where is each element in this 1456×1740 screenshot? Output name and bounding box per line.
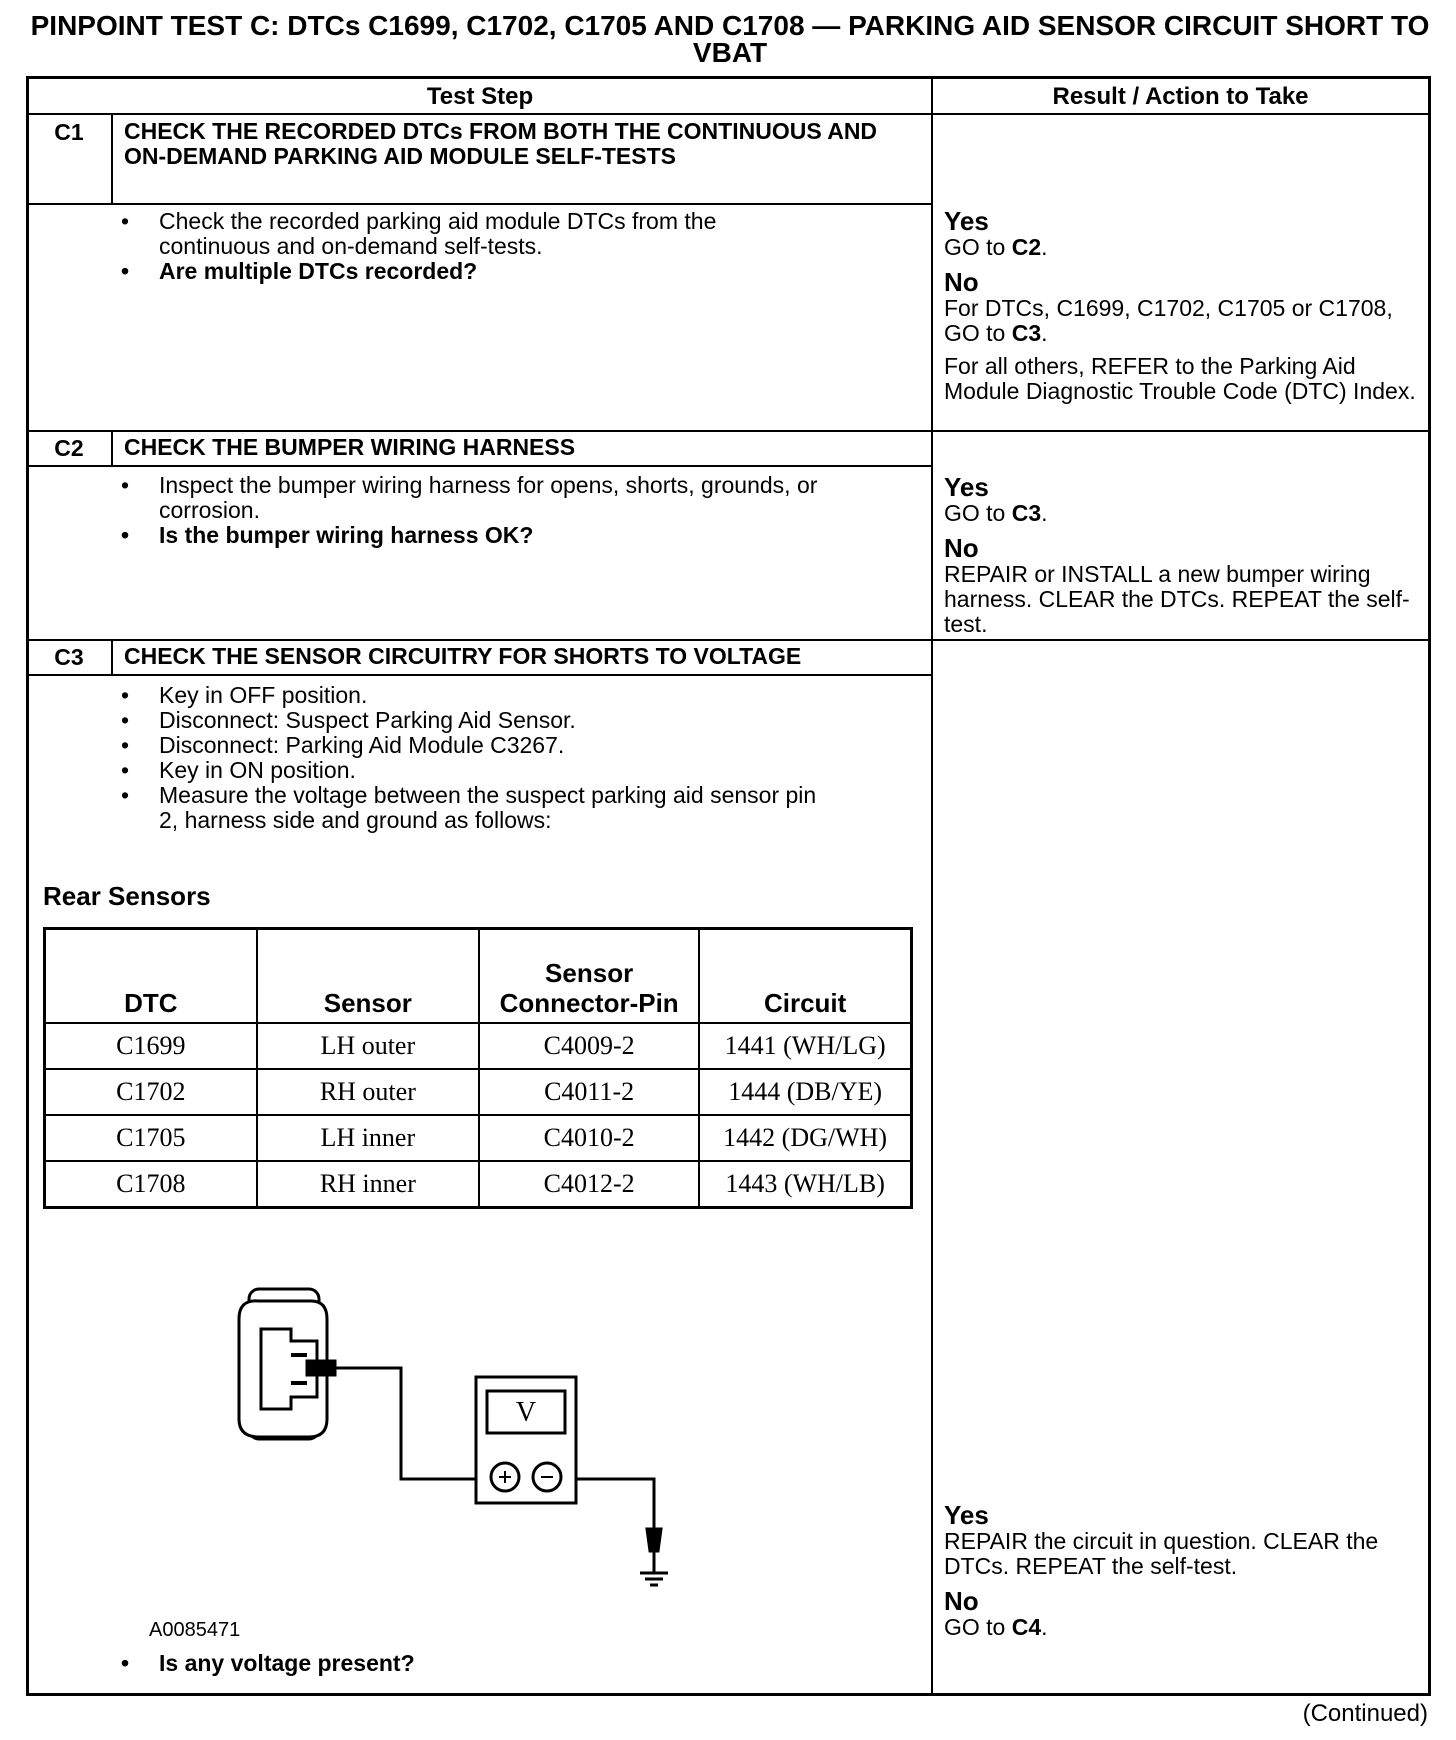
no-extra-text: For all others, REFER to the Parking Aid Module Diagnostic Trouble Code (DTC) Index. [944, 353, 1416, 404]
step-id-divider [111, 115, 113, 203]
rear-sensors-table [43, 927, 913, 1209]
bullet-item: • Key in OFF position. [121, 683, 841, 708]
cell-dtc: C1702 [45, 1069, 257, 1115]
goto-link[interactable]: C2 [1011, 234, 1042, 260]
step-title-rule [29, 465, 931, 467]
cell-circuit: 1443 (WH/LB) [699, 1161, 911, 1208]
bullet-item: • Check the recorded parking aid module DTCs from the continuous and on-demand self-tests. [121, 209, 821, 259]
column-divider [931, 79, 933, 1693]
yes-text: REPAIR the circuit in question. CLEAR the DTCs. REPEAT the self-test. [944, 1528, 1379, 1579]
step-separator [29, 639, 1428, 641]
cell-pin: C4009-2 [479, 1023, 699, 1069]
result-c3: Yes REPAIR the circuit in question. CLEAR the DTCs. REPEAT the self-test. No GO to C4. [944, 1499, 1424, 1648]
goto-link[interactable]: C3 [1011, 320, 1042, 346]
bullet-item: • Disconnect: Parking Aid Module C3267. [121, 733, 841, 758]
cell-pin: C4011-2 [479, 1069, 699, 1115]
continued-note: (Continued) [1302, 1700, 1428, 1727]
cell-dtc: C1705 [45, 1115, 257, 1161]
step-c3-bullets [121, 683, 841, 833]
bullet-item: • Inspect the bumper wiring harness for opens, shorts, grounds, or corrosion. [121, 473, 841, 523]
cell-dtc: C1699 [45, 1023, 257, 1069]
goto-link[interactable]: C4 [1011, 1614, 1042, 1640]
result-c1: Yes GO to C2. No For DTCs, C1699, C1702, C1705 or C1708, GO to C3. For all others, REFER to the Parking Aid Module Diagnostic Trouble Code (DTC) Index. [944, 205, 1424, 412]
col-dtc: DTC [45, 929, 257, 1023]
yes-text: GO to [944, 234, 1012, 260]
step-title-c2: CHECK THE BUMPER WIRING HARNESS [124, 434, 576, 460]
cell-circuit: 1442 (DG/WH) [699, 1115, 911, 1161]
table-row [45, 1069, 912, 1115]
meter-label: V [515, 1397, 537, 1428]
cell-pin: C4010-2 [479, 1115, 699, 1161]
goto-link[interactable]: C3 [1011, 500, 1042, 526]
cell-dtc: C1708 [45, 1161, 257, 1208]
bullet-item: • Key in ON position. [121, 758, 841, 783]
step-id-c1: C1 [54, 119, 84, 145]
step-c1-bullets [121, 209, 821, 284]
yes-label: Yes [944, 206, 989, 236]
yes-label: Yes [944, 1500, 989, 1530]
cell-sensor: LH inner [257, 1115, 479, 1161]
no-text: For DTCs, C1699, C1702, C1705 or C1708, GO to [944, 295, 1393, 346]
no-label: No [944, 1586, 979, 1616]
table-row [45, 1115, 912, 1161]
step-c3-question [121, 1651, 841, 1676]
step-separator [29, 430, 1428, 432]
header-rule [29, 113, 1428, 115]
cell-circuit: 1444 (DB/YE) [699, 1069, 911, 1115]
cell-circuit: 1441 (WH/LG) [699, 1023, 911, 1069]
no-label: No [944, 533, 979, 563]
no-label: No [944, 267, 979, 297]
no-text: REPAIR or INSTALL a new bumper wiring harness. CLEAR the DTCs. REPEAT the self-test. [944, 561, 1410, 637]
rear-sensors-heading: Rear Sensors [43, 881, 211, 911]
step-question: • Is any voltage present? [121, 1651, 841, 1676]
no-text: GO to [944, 1614, 1012, 1640]
step-title-c3: CHECK THE SENSOR CIRCUITRY FOR SHORTS TO VOLTAGE [124, 643, 802, 669]
voltmeter-icon [476, 1377, 576, 1503]
yes-text: GO to [944, 500, 1012, 526]
table-row [45, 1023, 912, 1069]
step-c2-bullets [121, 473, 841, 548]
col-connector-pin: Sensor Connector-Pin [479, 929, 699, 1023]
step-id-c2: C2 [54, 435, 84, 461]
step-id-divider [111, 432, 113, 466]
step-question: • Is the bumper wiring harness OK? [121, 523, 841, 548]
bullet-item: • Disconnect: Suspect Parking Aid Sensor. [121, 708, 841, 733]
bullet-item: • Measure the voltage between the suspect parking aid sensor pin 2, harness side and ground as follows: [121, 783, 841, 833]
ground-icon [640, 1529, 668, 1585]
sensor-connector-icon [239, 1289, 335, 1439]
cell-sensor: LH outer [257, 1023, 479, 1069]
table-row [45, 1161, 912, 1208]
result-c2: Yes GO to C3. No REPAIR or INSTALL a new bumper wiring harness. CLEAR the DTCs. REPEAT the self-test. [944, 471, 1424, 645]
cell-sensor: RH inner [257, 1161, 479, 1208]
voltmeter-diagram [199, 1279, 759, 1699]
page-title: PINPOINT TEST C: DTCs C1699, C1702, C1705 AND C1708 — PARKING AID SENSOR CIRCUIT SHORT TO VBAT [30, 10, 1430, 68]
cell-pin: C4012-2 [479, 1161, 699, 1208]
col-circuit: Circuit [699, 929, 911, 1023]
cell-sensor: RH outer [257, 1069, 479, 1115]
step-title-rule [29, 203, 931, 205]
figure-id: A0085471 [149, 1619, 241, 1641]
header-test-step: Test Step [426, 83, 534, 110]
step-id-divider [111, 641, 113, 675]
step-id-c3: C3 [54, 644, 84, 670]
yes-label: Yes [944, 472, 989, 502]
col-sensor: Sensor [257, 929, 479, 1023]
step-title-rule [29, 674, 931, 676]
step-title-c1: CHECK THE RECORDED DTCs FROM BOTH THE CONTINUOUS AND ON-DEMAND PARKING AID MODULE SELF-TESTS [124, 118, 878, 169]
pinpoint-test-table [26, 76, 1431, 1696]
header-result: Result / Action to Take [1052, 83, 1309, 110]
step-question: • Are multiple DTCs recorded? [121, 259, 821, 284]
